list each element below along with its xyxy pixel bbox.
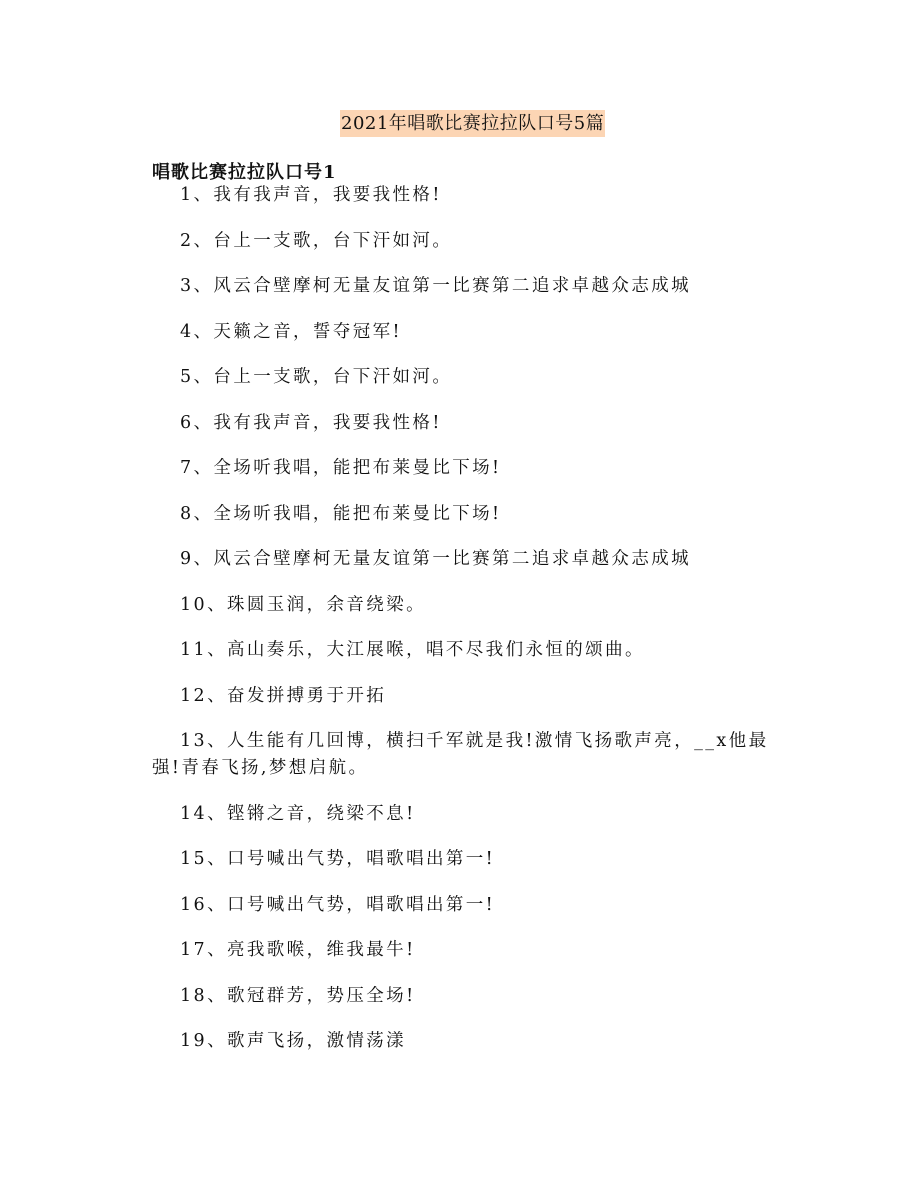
slogan-item: 18、歌冠群芳，势压全场! (180, 985, 416, 1006)
slogan-item: 14、铿锵之音，绕梁不息! (180, 803, 416, 824)
slogan-item: 7、全场听我唱，能把布莱曼比下场! (180, 458, 502, 478)
document-title: 2021年唱歌比赛拉拉队口号5篇 (340, 110, 605, 137)
slogan-item: 15、口号喊出气势，唱歌唱出第一! (180, 849, 496, 869)
slogan-item: 4、天籁之音，誓夺冠军! (180, 321, 402, 342)
slogan-item: 6、我有我声音，我要我性格! (180, 412, 442, 433)
slogan-item: 9、风云合壁摩柯无量友谊第一比赛第二追求卓越众志成城 (180, 549, 692, 569)
slogan-item: 2、台上一支歌，台下汗如河。 (180, 230, 453, 251)
slogan-item: 10、珠圆玉润，余音绕梁。 (180, 594, 426, 615)
slogan-item: 8、全场听我唱，能把布莱曼比下场! (180, 503, 502, 524)
slogan-item: 13、人生能有几回博，横扫千军就是我!激情飞扬歌声亮，__x他最强!青春飞扬,梦想启航。 (152, 731, 769, 778)
section-heading: 唱歌比赛拉拉队口号1 (152, 162, 337, 183)
slogan-list (152, 182, 782, 1074)
slogan-item: 17、亮我歌喉，维我最牛! (180, 940, 416, 960)
slogan-item: 11、高山奏乐，大江展喉，唱不尽我们永恒的颂曲。 (180, 640, 645, 660)
slogan-item: 5、台上一支歌，台下汗如河。 (180, 367, 453, 387)
slogan-item: 12、奋发拼搏勇于开拓 (180, 685, 387, 706)
slogan-item: 19、歌声飞扬，激情荡漾 (180, 1031, 407, 1051)
slogan-item: 1、我有我声音，我要我性格! (180, 185, 442, 205)
slogan-item: 3、风云合壁摩柯无量友谊第一比赛第二追求卓越众志成城 (180, 276, 692, 296)
slogan-item: 16、口号喊出气势，唱歌唱出第一! (180, 894, 496, 915)
